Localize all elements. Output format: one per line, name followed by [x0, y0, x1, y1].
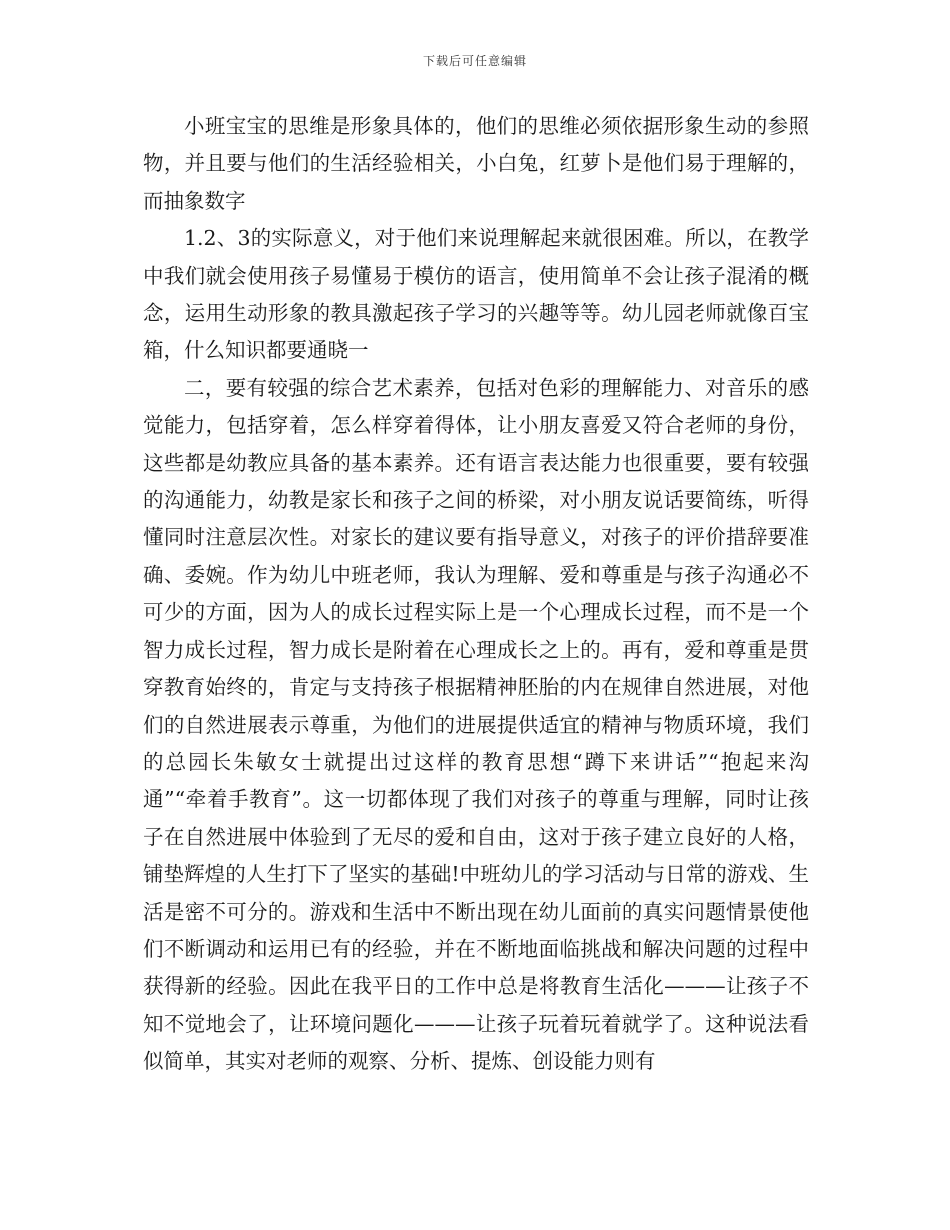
document-body — [143, 108, 809, 1081]
page-header: 下载后可任意编辑 — [422, 54, 527, 68]
paragraph-1: 小班宝宝的思维是形象具体的，他们的思维必须依据形象生动的参照物，并且要与他们的生活经验相关，小白兔，红萝卜是他们易于理解的，而抽象数字 — [143, 114, 809, 213]
paragraph-3: 二，要有较强的综合艺术素养，包括对色彩的理解能力、对音乐的感觉能力，包括穿着，怎么样穿着得体，让小朋友喜爱又符合老师的身份，这些都是幼教应具备的基本素养。还有语言表达能力也很重要，要有较强的沟通能力，幼教是家长和孩子之间的桥梁，对小朋友说话要简练，听得懂同时注意层次性。对家长的建议要有指导意义，对孩子的评价措辞要准确、委婉。作为幼儿中班老师，我认为理解、爱和尊重是与孩子沟通必不可少的方面，因为人的成长过程实际上是一个心理成长过程，而不是一个智力成长过程，智力成长是附着在心理成长之上的。再有，爱和尊重是贯穿教育始终的，肯定与支持孩子根据精神胚胎的内在规律自然进展，对他们的自然进展表示尊重，为他们的进展提供适宜的精神与物质环境，我们的总园长朱敏女士就提出过这样的教育思想“蹲下来讲话”“抱起来沟通”“牵着手教育”。这一切都体现了我们对孩子的尊重与理解，同时让孩子在自然进展中体验到了无尽的爱和自由，这对于孩子建立良好的人格，铺垫辉煌的人生打下了坚实的基础!中班幼儿的学习活动与日常的游戏、生活是密不可分的。游戏和生活中不断出现在幼儿面前的真实问题情景使他们不断调动和运用已有的经验，并在不断地面临挑战和解决问题的过程中获得新的经验。因此在我平日的工作中总是将教育生活化———让孩子不知不觉地会了，让环境问题化———让孩子玩着玩着就学了。这种说法看似简单，其实对老师的观察、分析、提炼、创设能力则有 — [143, 375, 809, 1074]
paragraph-2: 1.2、3的实际意义，对于他们来说理解起来就很困难。所以，在教学中我们就会使用孩子易懂易于模仿的语言，使用简单不会让孩子混淆的概念，运用生动形象的教具激起孩子学习的兴趣等等。幼儿园老师就像百宝箱，什么知识都要通晓一 — [143, 226, 809, 363]
